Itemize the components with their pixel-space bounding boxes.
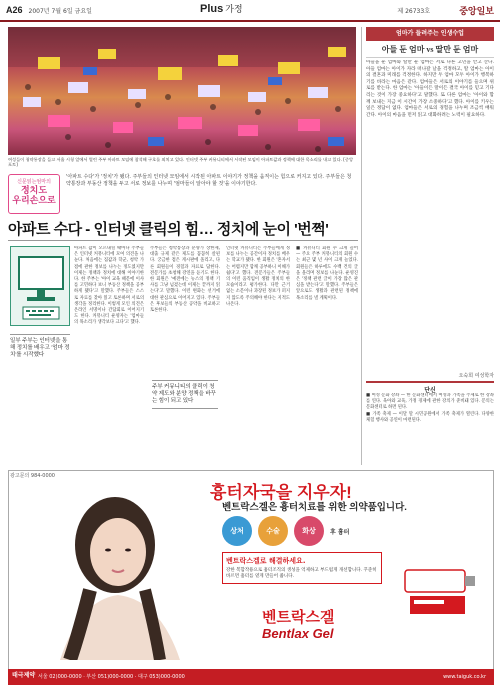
ad-box-title: 벤트락스겔로 해결하세요. <box>226 557 306 565</box>
sidebar-author: 오숙희 여성학자 <box>458 373 494 379</box>
badge-surgery: 수술 <box>258 516 288 546</box>
page-header <box>0 0 500 22</box>
column-divider <box>361 27 362 465</box>
ad-footer-contacts: 서울 02)000-0000 · 부산 051)000-0000 · 대구 053)000-0000 <box>38 674 185 680</box>
sidebar-body: 아들을 둔 엄마와 딸만 둔 엄마는 서로 다른 고민을 안고 산다. 아들 엄마는 아이가 자라 떠나갈 날을 걱정하고, 딸 엄마는 아이의 결혼과 미래를 걱정한다. 하지만 두 엄마 모두 아이가 행복하기를 바라는 마음은 같다. 엄마들은 서로의 이야기를 들으며 위로를 받는다. 한 엄마는 '아들이든 딸이든 결국 아이를 믿고 기다리는 것이 가장 중요하다'고 말했다. 또 다른 엄마는 '아이와 함께 보내는 지금 이 시간이 가장 소중하다'고 했다. 아이를 키우는 일은 정답이 없다. 엄마들은 서로의 경험을 나누며 조금씩 배워 간다. 아이의 마음을 먼저 읽고 대화하려는 노력이 필요하다. <box>366 60 494 118</box>
article-column-4: ■ 커뮤니티 회원 수 크게 늘어 — 주요 주부 커뮤니티의 회원 수는 최근 몇 년 사이 크게 늘었다. 회원들은 하루에도 수백 건의 글을 올리며 정보를 나눈다. 운영진은 '정책 관련 글이 가장 많은 관심을 받는다'고 말했다. 주부들은 앞으로도 생활과 관련된 정책에 목소리를 낼 계획이다. <box>296 246 358 301</box>
ad-info-box <box>222 552 382 584</box>
page-number: A26 <box>6 5 23 15</box>
lead-paragraph: '아파트 수다'가 '정치'가 됐다. 주부들의 인터넷 모임에서 시작된 아파트 이야기가 정책을 움직이는 힘으로 커지고 있다. 주부들은 청약통장과 부동산 정책을 두고 서로 정보를 나누며 '엄마들이 알아야 할 것'을 이야기한다. <box>66 174 352 187</box>
article-column-2: 주부들은 청약통장과 분양가 상한제, 대출 규제 같은 제도를 꼼꼼히 살핀다. 궁금한 점은 게시판에 올리고, 다른 회원들이 경험과 자료로 답한다. 전문가를 초청해 강연을 듣기도 한다. 한 회원은 '예전에는 뉴스의 정책 기사를 그냥 넘겼는데 이제는 끝까지 읽는다'고 말했다. 이런 변화는 선거에 대한 관심으로 이어지고 있다. 주부들은 후보들의 부동산 공약을 비교하고 토론한다. <box>150 246 220 314</box>
ad-badges <box>222 516 349 546</box>
newspaper-logo: 중앙일보 <box>459 6 494 16</box>
column-logo <box>8 174 60 214</box>
pull-quote-mid: 주부 커뮤니티의 클릭이 청약 제도와 분양 정책을 바꾸는 힘이 되고 있다 <box>152 380 218 409</box>
ad-subline: 벤트락스겔은 흉터치료를 위한 의약품입니다. <box>222 502 407 513</box>
logo-main-text: 정치도 <box>20 185 48 195</box>
model-photo <box>20 490 200 660</box>
notice-title: 단신 <box>366 381 494 394</box>
ad-maker-logo: 태극제약 <box>12 672 36 679</box>
badge-burn: 화상 <box>294 516 324 546</box>
rally-photo <box>8 27 356 155</box>
notice-body: ■ 여성 문화 강좌 — 한 문화센터에서 여성과 가족을 주제로 한 강좌를 연다. 육아와 교육, 가정 경제에 관한 강의가 준비돼 있다. 문의는 문화센터로 하면 된다. ■ 가족 축제 — 이달 말 시민공원에서 가족 축제가 열린다. 다양한 체험 행사와 공연이 마련된다. <box>366 393 494 423</box>
article-column-3: 인터넷 커뮤니티는 주부들에게 정보를 나누는 공간이자 정치를 배우는 학교가 됐다. 한 회원은 '혼자서는 어렵지만 함께 공부하니 이해가 쉽다'고 했다. 전문가들은 주부들의 이런 움직임이 생활 정치의 한 모습이라고 평가한다. 다만 근거 없는 소문이나 과장된 정보가 퍼지지 않도록 주의해야 한다는 지적도 나온다. <box>226 246 290 307</box>
monitor-icon <box>11 247 71 327</box>
sidebar-title: 엄마가 들려주는 인생수업 <box>366 27 494 41</box>
ad-brand-english: Bentlax Gel <box>262 626 334 641</box>
sidebar-subtitle: 아들 둔 엄마 vs 딸만 둔 엄마 <box>366 44 494 58</box>
crowd-illustration <box>8 27 356 155</box>
logo-top-text: 신문읽는엄마의 <box>17 179 51 185</box>
product-package <box>400 560 480 620</box>
article-column-1: 아파트 값이 오르내릴 때마다 주부들은 인터넷 커뮤니티에 모여 의견을 나눈다. 처음에는 집값과 학군, 청약 가점에 관한 정보를 나누는 정도였지만 이제는 정책과 정치에 대해 이야기한다. 한 주부는 '아이 교육 때문에 이사를 고민하다 보니 부동산 정책을 공부하게 됐다'고 말했다. 주부들은 스스로 자료를 찾아 읽고 토론하며 서로의 생각을 정리한다. 이렇게 모인 의견은 온라인 서명이나 간담회로 이어지기도 한다. 커뮤니티 운영자는 '엄마들의 목소리가 생각보다 크다'고 했다. <box>74 246 144 326</box>
badge-caption: 후 흉터 <box>330 528 350 536</box>
ad-footer-bar <box>8 669 494 685</box>
issue-number: 제 26733호 <box>397 8 430 15</box>
ad-contact-tag: 광고문의 984-0000 <box>10 473 55 479</box>
ad-footer-website[interactable]: www.taiguk.co.kr <box>443 674 486 680</box>
badge-wound: 상처 <box>222 516 252 546</box>
photo-caption: 여성들이 청약통장을 들고 서울 시청 앞에서 열린 주부 아파트 모임에 참석해 구호를 외치고 있다. 인터넷 주부 커뮤니티에서 시작된 모임이 아파트값과 정책에 대한 목소리를 내고 있다. [중앙포토] <box>8 157 354 168</box>
ad-box-text: 강한 복합작용으로 흉터조직의 생성을 억제하고 부드럽게 개선합니다. 꾸준히 바르면 흉터를 옅게 만들어 줍니다. <box>226 568 377 579</box>
model-illustration <box>20 490 200 660</box>
article-headline: 아파트 수다 - 인터넷 클릭의 힘… 정치에 눈이 '번쩍' <box>8 221 329 238</box>
logo-main-text-2: 우리손으로 <box>12 195 56 205</box>
tube-icon <box>400 560 480 620</box>
ad-headline: 흉터자국을 지우자! <box>210 483 352 502</box>
pull-quote-left: 일부 주부는 인터넷을 통해 정치를 배우고 '엄마 정치'를 시작했다 <box>10 334 70 359</box>
issue-date: 2007년 7월 6일 금요일 <box>28 7 92 15</box>
ad-brand-korean: 벤트락스겔 <box>262 609 335 626</box>
computer-graphic <box>10 246 70 326</box>
headline-divider <box>8 240 358 241</box>
section-title: Plus 가정 <box>200 3 243 15</box>
